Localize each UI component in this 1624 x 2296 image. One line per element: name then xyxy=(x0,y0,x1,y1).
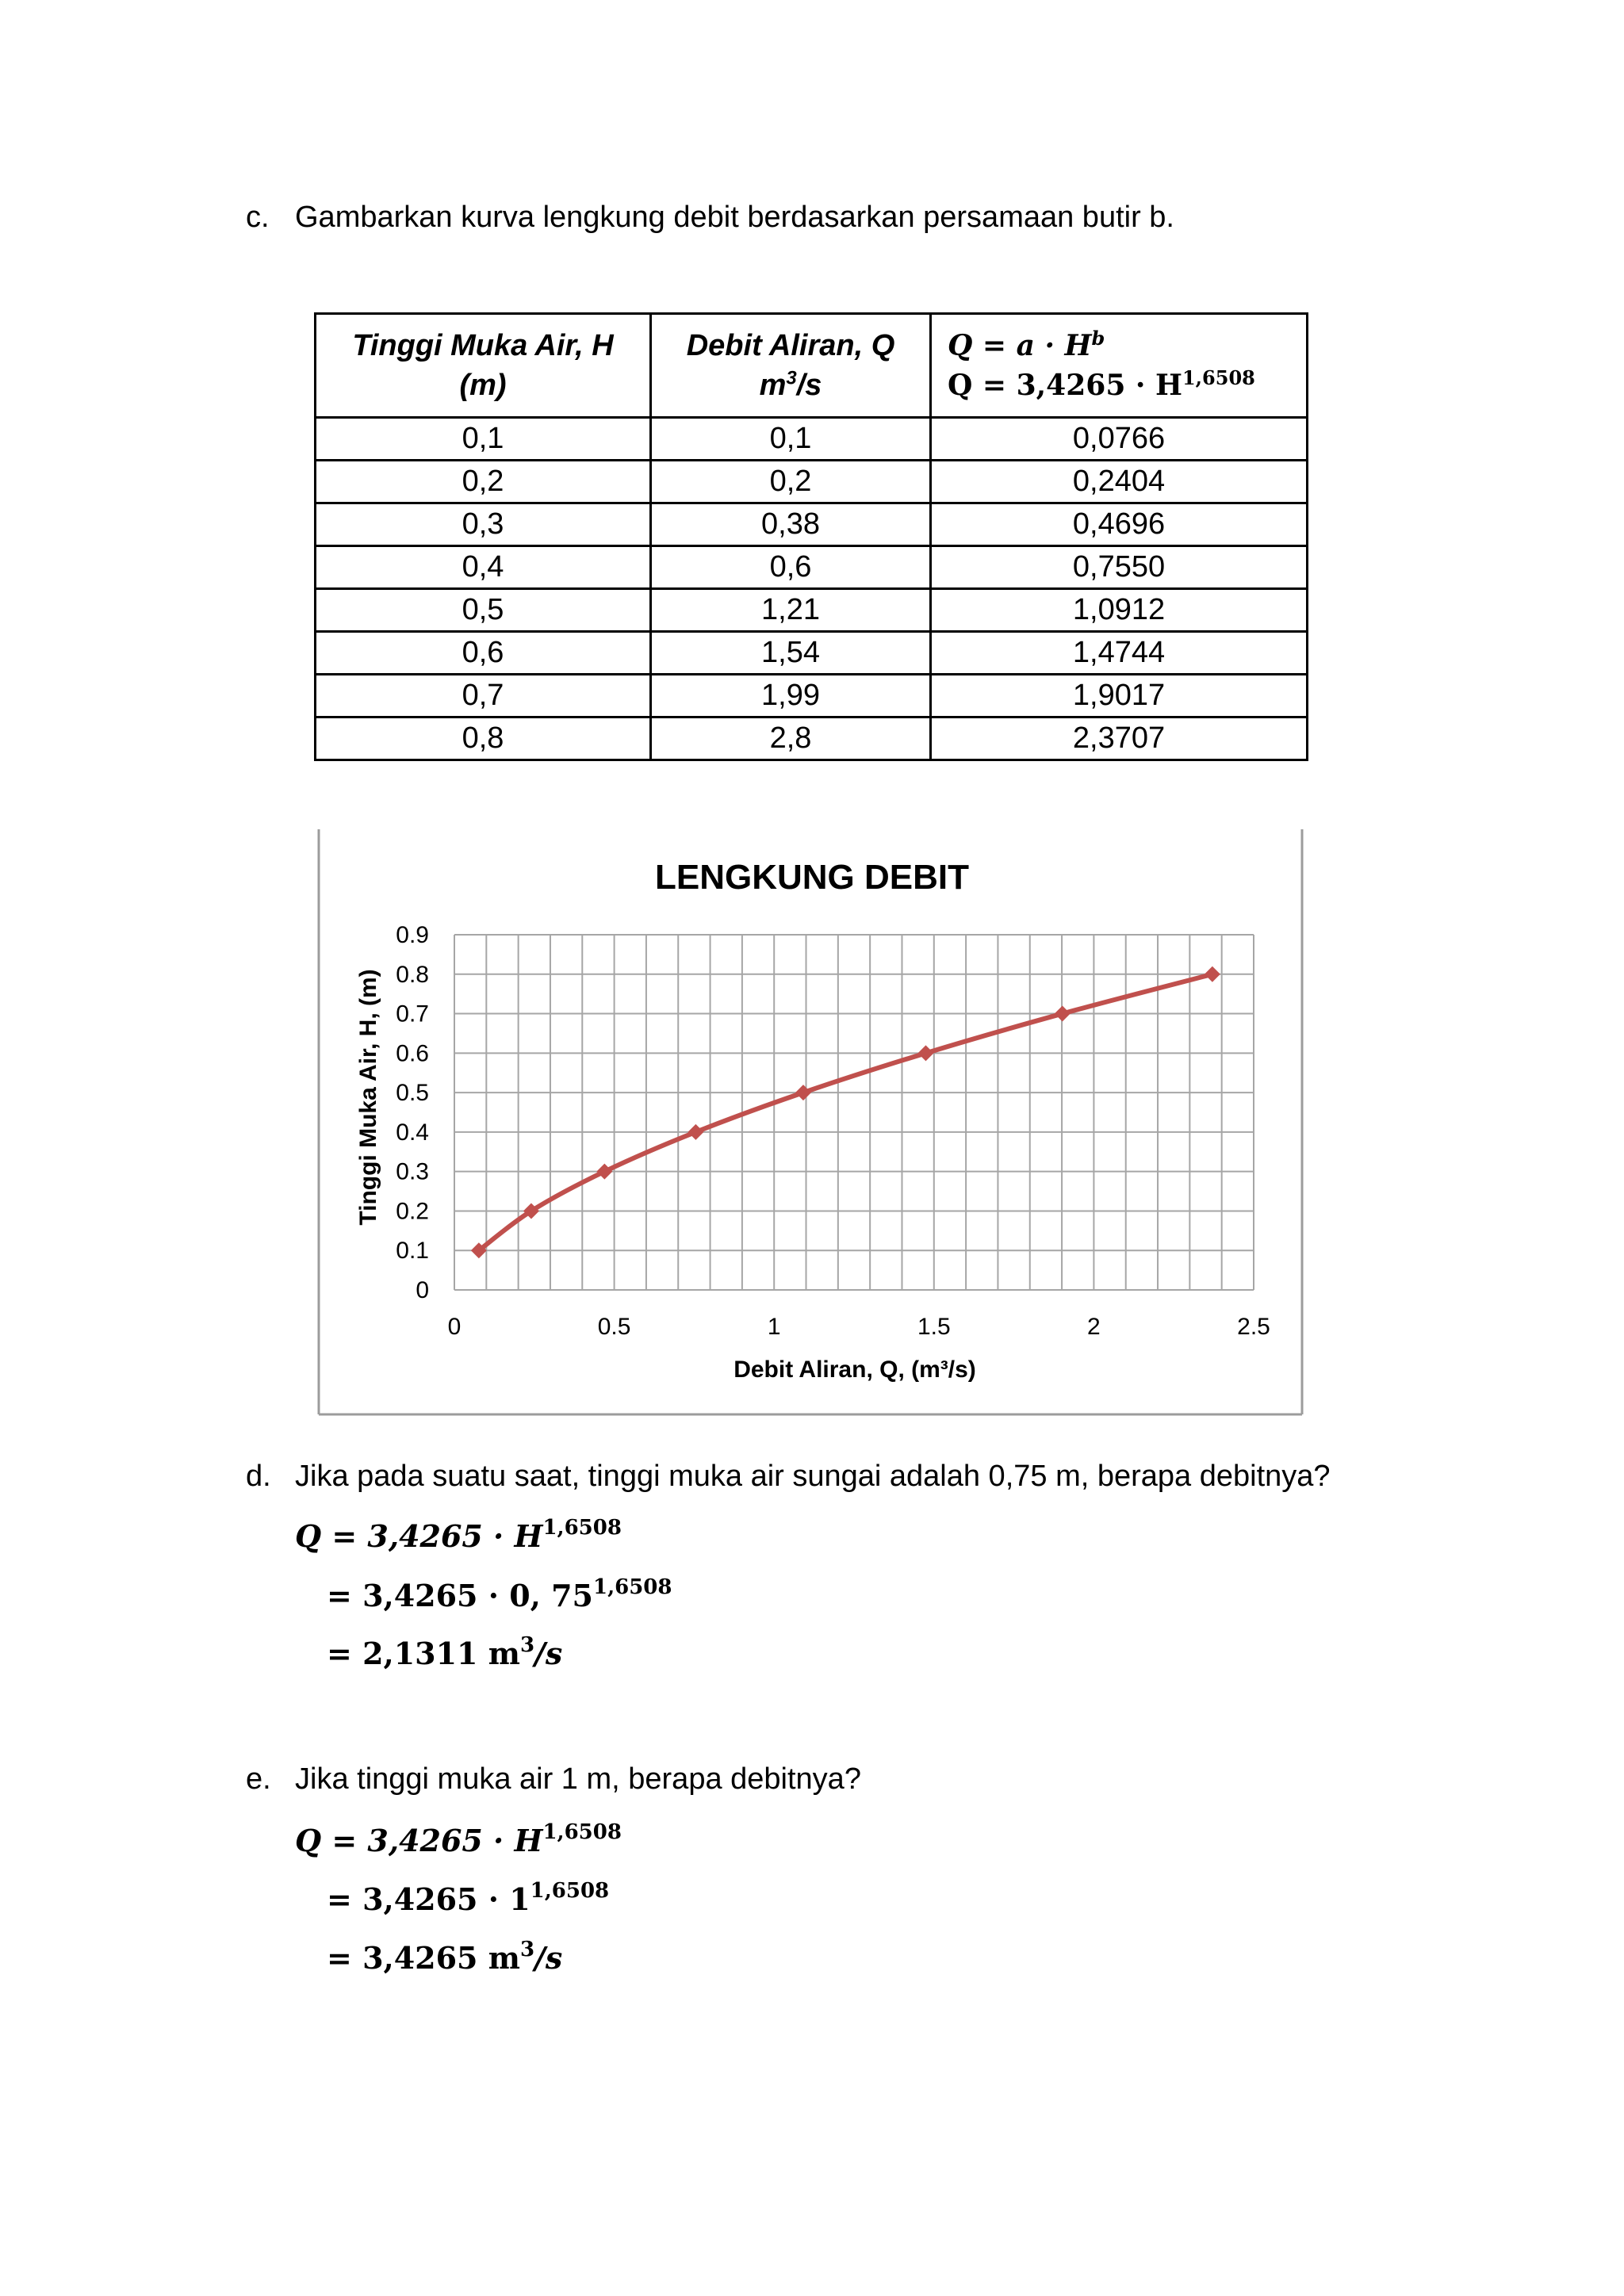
table-cell: 0,1 xyxy=(316,418,651,461)
table-row xyxy=(316,589,1308,632)
table-row xyxy=(316,546,1308,589)
x-tick-label: 0.5 xyxy=(597,1314,631,1340)
y-tick-label: 0.6 xyxy=(396,1040,429,1067)
answer-e-line3: = 3,4265 $m^3/s$ xyxy=(327,1938,563,1976)
question-d-text: Jika pada suatu saat, tinggi muka air sungai adalah 0,75 m, berapa debitnya? xyxy=(295,1460,1331,1493)
data-point xyxy=(1055,1006,1071,1022)
x-tick-label: 2.5 xyxy=(1237,1314,1270,1340)
header-formula: $Q = a \cdot H^b$ $Q = 3,4265 \cdot H^{1,6508}$ xyxy=(931,314,1308,418)
chart-ticks xyxy=(396,922,1270,1340)
discharge-table xyxy=(314,312,1308,761)
table-cell: 1,9017 xyxy=(931,675,1308,718)
answer-d-line2: = 3,4265 · 0, $75^{1,6508}$ xyxy=(327,1575,672,1613)
table-cell: 0,4696 xyxy=(931,503,1308,546)
answer-e-line2: = $3,4265 \cdot 1^{1,6508}$ xyxy=(327,1879,610,1917)
data-point xyxy=(688,1124,703,1140)
table-cell: 0,2 xyxy=(316,461,651,503)
table-cell: 1,21 xyxy=(651,589,931,632)
table-row xyxy=(316,675,1308,718)
table-cell: 1,0912 xyxy=(931,589,1308,632)
header-water-level: Tinggi Muka Air, H (m) xyxy=(316,314,651,418)
data-point xyxy=(795,1085,811,1100)
table-cell: 1,4744 xyxy=(931,632,1308,675)
x-tick-label: 1.5 xyxy=(917,1314,951,1340)
y-tick-label: 0.9 xyxy=(396,922,429,948)
table-cell: 0,38 xyxy=(651,503,931,546)
table-cell: 0,8 xyxy=(316,718,651,760)
table-cell: 0,0766 xyxy=(931,418,1308,461)
table-row xyxy=(316,461,1308,503)
y-tick-label: 0.7 xyxy=(396,1001,429,1027)
table-cell: 0,6 xyxy=(651,546,931,589)
answer-e-line1: $Q = 3,4265 \cdot H^{1,6508}$ xyxy=(295,1820,622,1858)
question-d xyxy=(246,1457,1331,1495)
chart-title: LENGKUNG DEBIT xyxy=(655,858,969,897)
chart-grid xyxy=(454,935,1254,1290)
question-d-label: d. xyxy=(246,1460,271,1493)
table-body xyxy=(316,418,1308,760)
y-tick-label: 0.5 xyxy=(396,1080,429,1107)
data-point xyxy=(917,1045,933,1061)
series-line xyxy=(479,974,1212,1250)
table-cell: 0,7550 xyxy=(931,546,1308,589)
table-cell: 0,2 xyxy=(651,461,931,503)
y-tick-label: 0.8 xyxy=(396,961,429,988)
table-row xyxy=(316,632,1308,675)
question-c-text: Gambarkan kurva lengkung debit berdasarkan persamaan butir b. xyxy=(295,201,1174,234)
x-tick-label: 2 xyxy=(1087,1314,1101,1340)
table-header-row xyxy=(316,314,1308,418)
question-e xyxy=(246,1760,861,1798)
x-tick-label: 0 xyxy=(447,1314,462,1340)
discharge-rating-chart xyxy=(317,826,1304,1416)
table-cell: 0,4 xyxy=(316,546,651,589)
data-point xyxy=(1205,966,1220,982)
y-tick-label: 0 xyxy=(416,1277,429,1303)
question-c xyxy=(246,198,1174,236)
table-cell: 0,7 xyxy=(316,675,651,718)
table-cell: 0,5 xyxy=(316,589,651,632)
table-cell: 0,1 xyxy=(651,418,931,461)
y-tick-label: 0.3 xyxy=(396,1158,429,1185)
table-cell: 1,54 xyxy=(651,632,931,675)
y-axis-label: Tinggi Muka Air, H, (m) xyxy=(355,969,381,1226)
chart-series xyxy=(471,966,1220,1258)
answer-d-line3: = 2,1311 $m^3/s$ xyxy=(327,1633,563,1671)
x-axis-label: Debit Aliran, Q, (m³/s) xyxy=(733,1357,976,1383)
table-cell: 0,6 xyxy=(316,632,651,675)
question-e-text: Jika tinggi muka air 1 m, berapa debitnya? xyxy=(295,1762,861,1796)
question-e-label: e. xyxy=(246,1762,271,1796)
question-c-label: c. xyxy=(246,201,270,234)
table-cell: 0,3 xyxy=(316,503,651,546)
y-tick-label: 0.2 xyxy=(396,1198,429,1225)
table-cell: 1,99 xyxy=(651,675,931,718)
y-tick-label: 0.1 xyxy=(396,1238,429,1265)
header-discharge: Debit Aliran, Q $m^3/s$ xyxy=(651,314,931,418)
x-tick-label: 1 xyxy=(767,1314,781,1340)
data-point xyxy=(596,1164,612,1180)
table-row xyxy=(316,503,1308,546)
answer-d-line1: $Q = 3,4265 \cdot H^{1,6508}$ xyxy=(295,1516,622,1554)
table-row xyxy=(316,418,1308,461)
table-cell: 2,3707 xyxy=(931,718,1308,760)
table-row xyxy=(316,718,1308,760)
y-tick-label: 0.4 xyxy=(396,1119,429,1146)
table-cell: 2,8 xyxy=(651,718,931,760)
table-cell: 0,2404 xyxy=(931,461,1308,503)
